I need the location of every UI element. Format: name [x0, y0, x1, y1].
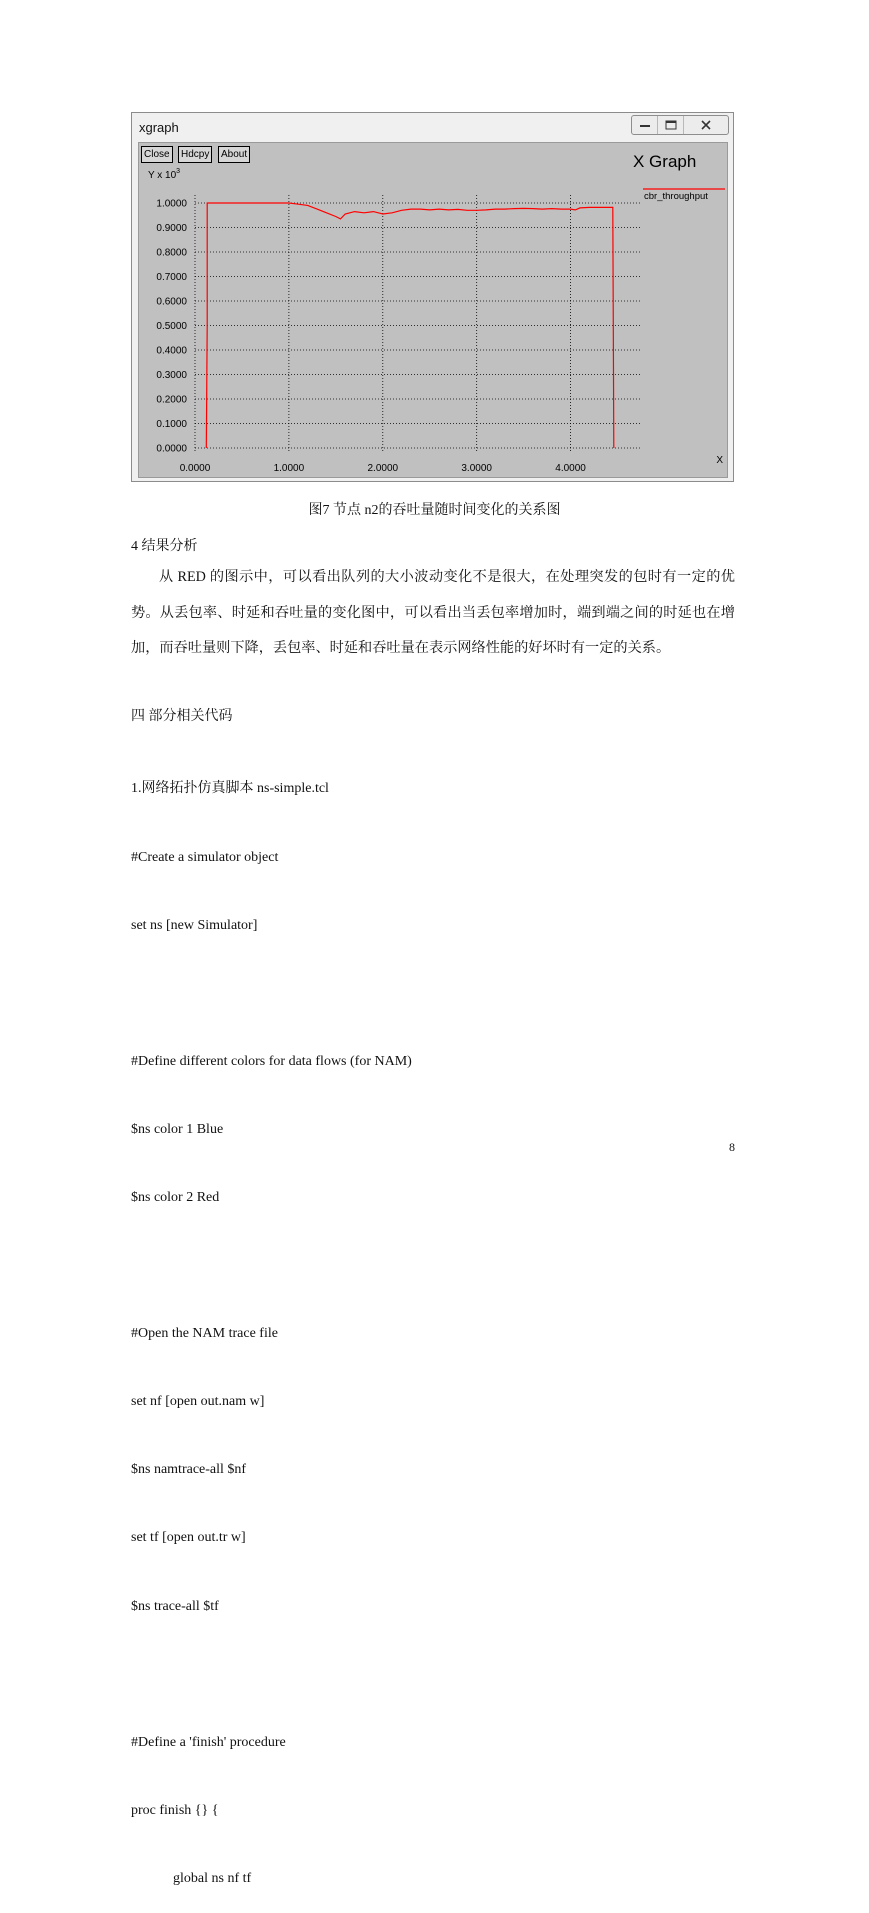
y-tick-label: 0.6000 [156, 296, 187, 308]
code-line: #Create a simulator object [131, 849, 279, 865]
code-line: set tf [open out.tr w] [131, 1530, 246, 1546]
maximize-icon[interactable] [658, 116, 684, 134]
xgraph-plot-area [138, 142, 728, 478]
code-line [131, 983, 412, 1006]
y-unit-text: Y x 10 [148, 170, 177, 181]
code-line: #Define different colors for data flows (for NAM) [131, 1053, 412, 1069]
close-button[interactable]: Close [141, 146, 173, 163]
y-tick-label: 0.0000 [156, 443, 187, 455]
xgraph-window [131, 112, 734, 482]
y-unit-exponent: 3 [176, 168, 181, 175]
y-unit-label [148, 168, 180, 181]
x-tick-label: 4.0000 [555, 463, 586, 474]
y-tick-label: 0.4000 [156, 345, 187, 357]
code-line: $ns color 1 Blue [131, 1121, 224, 1137]
y-tick-label: 0.2000 [156, 394, 187, 406]
y-tick-label: 1.0000 [156, 198, 187, 210]
y-tick-label: 0.1000 [156, 419, 187, 430]
chart-title: X Graph [633, 152, 697, 171]
code-line: #Open the NAM trace file [131, 1326, 278, 1342]
about-button[interactable]: About [218, 146, 250, 163]
y-tick-label: 0.7000 [156, 272, 187, 283]
x-axis-label: X [716, 455, 723, 466]
hdcpy-button[interactable]: Hdcpy [178, 146, 212, 163]
code-line: 1.网络拓扑仿真脚本 ns-simple.tcl [131, 781, 329, 797]
legend-label: cbr_throughput [644, 191, 708, 202]
code-line [131, 1255, 412, 1278]
figure-caption: 图7 节点 n2的吞吐量随时间变化的关系图 [308, 503, 561, 518]
code-line: $ns trace-all $tf [131, 1598, 219, 1614]
window-controls [631, 115, 729, 135]
section-heading-code: 四 部分相关代码 [131, 709, 233, 724]
y-tick-label: 0.8000 [156, 247, 187, 259]
throughput-chart [139, 143, 727, 477]
analysis-paragraph: 从 RED 的图示中，可以看出队列的大小波动变化不是很大，在处理突发的包时有一定的优势。从丢包率、时延和吞吐量的变化图中，可以看出当丢包率增加时，端到端之间的时延也在增加，而吞吐量则下降，丢包率、时延和吞吐量在表示网络性能的好坏时有一定的关系。 [131, 569, 735, 656]
window-title: xgraph [139, 120, 179, 135]
code-line: $ns color 2 Red [131, 1189, 220, 1205]
x-tick-label: 0.0000 [179, 463, 211, 474]
code-line: proc finish {} { [131, 1802, 219, 1818]
code-line: #Define a 'finish' procedure [131, 1734, 286, 1750]
y-tick-label: 0.3000 [156, 370, 187, 381]
page-number: 8 [729, 1140, 735, 1154]
section-heading-results: 4 结果分析 [131, 539, 198, 554]
x-tick-label: 2.0000 [367, 463, 399, 474]
code-listing [131, 733, 412, 1913]
code-line: set ns [new Simulator] [131, 917, 258, 933]
x-tick-label: 3.0000 [461, 463, 492, 474]
minimize-icon[interactable] [632, 116, 658, 134]
y-tick-label: 0.5000 [156, 321, 187, 332]
code-line: global ns nf tf [131, 1870, 252, 1886]
x-tick-label: 1.0000 [273, 463, 305, 474]
code-line [131, 1664, 412, 1687]
close-icon[interactable] [684, 116, 728, 134]
code-line: set nf [open out.nam w] [131, 1394, 265, 1410]
code-line: $ns namtrace-all $nf [131, 1462, 247, 1478]
y-tick-label: 0.9000 [156, 223, 187, 234]
